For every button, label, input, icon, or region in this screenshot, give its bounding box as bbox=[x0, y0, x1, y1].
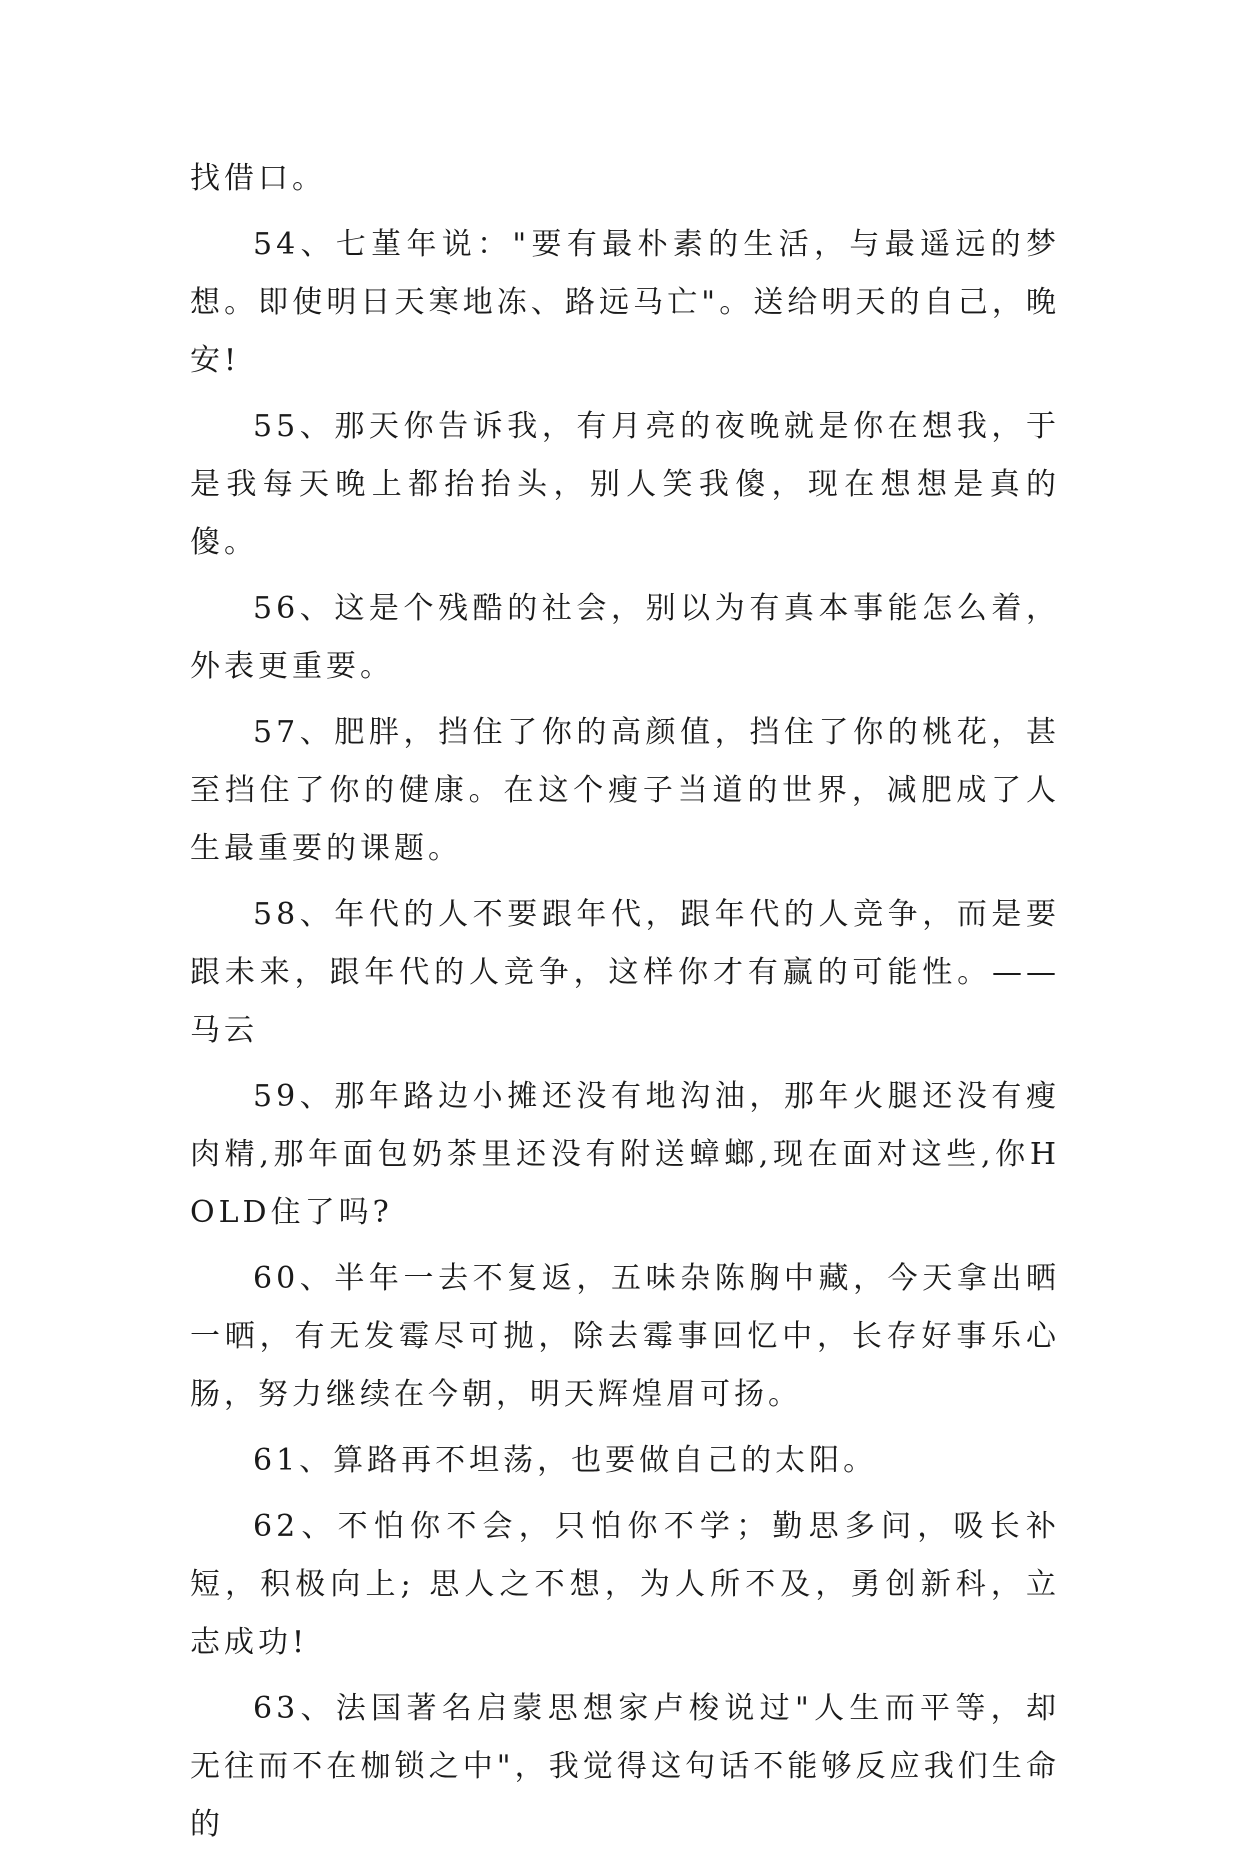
paragraph-53-tail: 找借口。 bbox=[190, 161, 326, 196]
paragraph-59: 59、那年路边小摊还没有地沟油，那年火腿还没有瘦肉精,那年面包奶茶里还没有附送蟑螂,现在面对这些,你HOLD住了吗? bbox=[190, 1079, 1060, 1230]
paragraph-60: 60、半年一去不复返，五味杂陈胸中藏，今天拿出晒一晒，有无发霉尽可抛，除去霉事回忆中，长存好事乐心肠，努力继续在今朝，明天辉煌眉可扬。 bbox=[190, 1261, 1060, 1412]
paragraph-61: 61、算路再不坦荡，也要做自己的太阳。 bbox=[253, 1443, 878, 1478]
paragraph-55: 55、那天你告诉我，有月亮的夜晚就是你在想我，于是我每天晚上都抬抬头，别人笑我傻，现在想想是真的傻。 bbox=[190, 409, 1060, 560]
paragraph-56: 56、这是个残酷的社会，别以为有真本事能怎么着，外表更重要。 bbox=[190, 591, 1060, 684]
paragraph-62: 62、不怕你不会，只怕你不学；勤思多问，吸长补短，积极向上; 思人之不想，为人所不及，勇创新科，立志成功! bbox=[190, 1509, 1060, 1660]
paragraph-58: 58、年代的人不要跟年代，跟年代的人竞争，而是要跟未来，跟年代的人竞争，这样你才有赢的可能性。—— 马云 bbox=[190, 897, 1060, 1048]
paragraph-54: 54、七堇年说："要有最朴素的生活，与最遥远的梦想。即使明日天寒地冻、路远马亡"。送给明天的自己，晚安! bbox=[190, 227, 1060, 378]
paragraph-57: 57、肥胖，挡住了你的高颜值，挡住了你的桃花，甚至挡住了你的健康。在这个瘦子当道的世界，减肥成了人生最重要的课题。 bbox=[190, 715, 1060, 866]
document-body bbox=[190, 150, 1060, 1862]
paragraph-63: 63、法国著名启蒙思想家卢梭说过"人生而平等，却无往而不在枷锁之中"，我觉得这句话不能够反应我们生命的 bbox=[190, 1691, 1060, 1842]
